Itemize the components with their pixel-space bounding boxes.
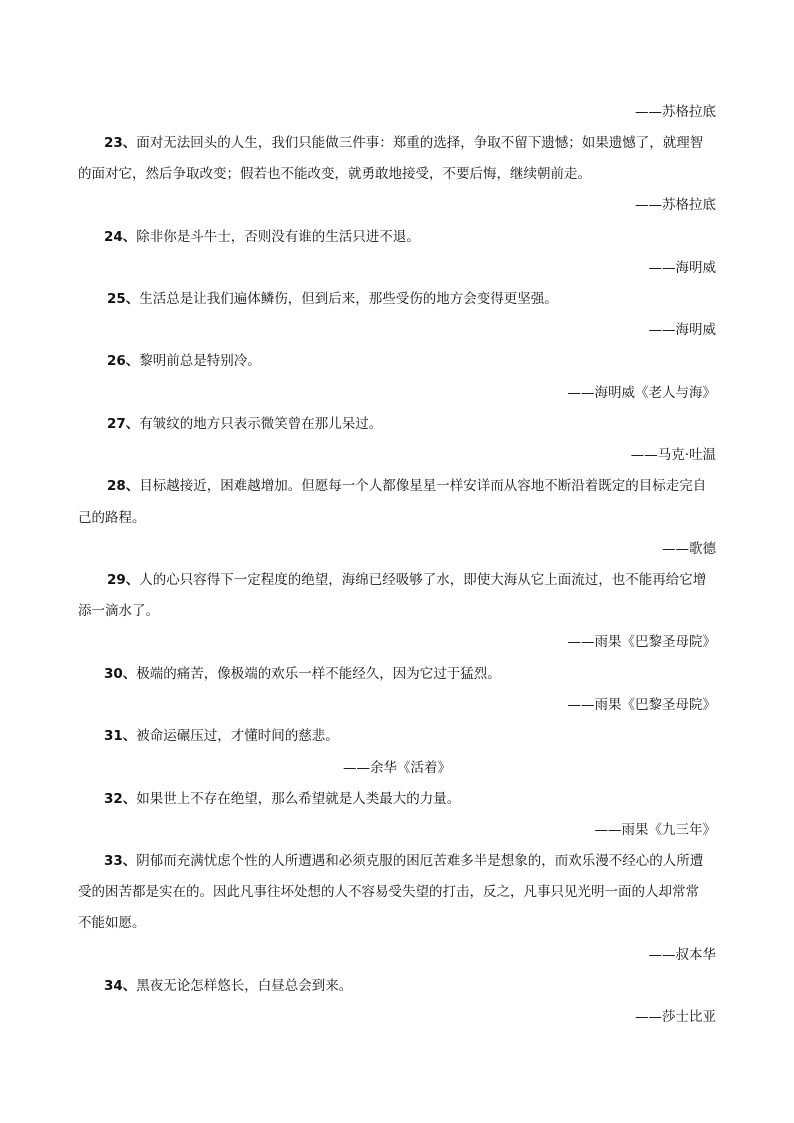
quote-text: 人的心只容得下一定程度的绝望，海绵已经吸够了水，即使大海从它上面流过，也不能再给它增 bbox=[139, 572, 707, 588]
quote-line: 添一滴水了。 bbox=[78, 603, 159, 619]
quote-number: 34、 bbox=[104, 978, 137, 994]
quote-line: 不能如愿。 bbox=[78, 915, 146, 931]
attribution: ——海明威 bbox=[648, 260, 716, 276]
quote-text: 如果世上不存在绝望，那么希望就是人类最大的力量。 bbox=[136, 791, 461, 807]
quote-text: 黑夜无论怎样悠长，白昼总会到来。 bbox=[136, 978, 353, 994]
quote-line bbox=[107, 351, 261, 371]
quote-line bbox=[104, 789, 460, 809]
quote-text: 生活总是让我们遍体鳞伤，但到后来，那些受伤的地方会变得更坚强。 bbox=[139, 291, 558, 307]
quote-line bbox=[104, 664, 501, 684]
attribution: ——余华《活着》 bbox=[343, 760, 451, 776]
quote-line: 受的困苦都是实在的。因此凡事往坏处想的人不容易受失望的打击，反之，凡事只见光明一面的人却常常 bbox=[78, 884, 699, 900]
attribution: ——歌德 bbox=[662, 541, 716, 557]
quote-line: 的面对它，然后争取改变；假若也不能改变，就勇敢地接受，不要后悔，继续朝前走。 bbox=[78, 166, 591, 182]
attribution: ——苏格拉底 bbox=[635, 197, 716, 213]
quote-text: 极端的痛苦，像极端的欢乐一样不能经久，因为它过于猛烈。 bbox=[136, 666, 501, 682]
attribution: ——叔本华 bbox=[648, 947, 716, 963]
quote-line bbox=[104, 726, 339, 746]
quote-line bbox=[107, 476, 706, 496]
quote-line bbox=[104, 133, 703, 153]
attribution: ——海明威《老人与海》 bbox=[567, 385, 716, 401]
attribution: ——雨果《巴黎圣母院》 bbox=[567, 697, 716, 713]
quote-number: 29、 bbox=[107, 572, 140, 588]
quote-line bbox=[104, 227, 420, 247]
quote-number: 28、 bbox=[107, 478, 140, 494]
quote-text: 被命运碾压过，才懂时间的慈悲。 bbox=[136, 728, 339, 744]
quote-number: 23、 bbox=[104, 135, 137, 151]
quote-line bbox=[107, 570, 706, 590]
quote-line bbox=[104, 851, 703, 871]
quote-number: 33、 bbox=[104, 853, 137, 869]
quote-text: 黎明前总是特别冷。 bbox=[139, 353, 261, 369]
quote-number: 24、 bbox=[104, 229, 137, 245]
quote-text: 目标越接近，困难越增加。但愿每一个人都像星星一样安详而从容地不断沿着既定的目标走完自 bbox=[139, 478, 707, 494]
quote-line bbox=[107, 289, 558, 309]
quote-number: 27、 bbox=[107, 416, 140, 432]
quote-text: 有皱纹的地方只表示微笑曾在那儿呆过。 bbox=[139, 416, 383, 432]
attribution: ——莎士比亚 bbox=[635, 1009, 716, 1025]
attribution: ——海明威 bbox=[648, 322, 716, 338]
quote-number: 31、 bbox=[104, 728, 137, 744]
quote-line bbox=[104, 976, 352, 996]
attribution: ——雨果《九三年》 bbox=[594, 822, 716, 838]
quote-number: 30、 bbox=[104, 666, 137, 682]
quote-text: 除非你是斗牛士，否则没有谁的生活只进不退。 bbox=[136, 229, 420, 245]
quote-number: 25、 bbox=[107, 291, 140, 307]
quote-text: 面对无法回头的人生，我们只能做三件事：郑重的选择，争取不留下遗憾；如果遗憾了，就理智 bbox=[136, 135, 704, 151]
quote-number: 26、 bbox=[107, 353, 140, 369]
quote-line bbox=[107, 414, 382, 434]
attribution: ——马克·吐温 bbox=[630, 447, 716, 463]
quote-line: 己的路程。 bbox=[78, 510, 146, 526]
quote-text: 阴郁而充满忧虑个性的人所遭遇和必须克服的困厄苦难多半是想象的，而欢乐漫不经心的人所遭 bbox=[136, 853, 704, 869]
attribution: ——雨果《巴黎圣母院》 bbox=[567, 634, 716, 650]
quote-number: 32、 bbox=[104, 791, 137, 807]
attribution: ——苏格拉底 bbox=[635, 104, 716, 120]
